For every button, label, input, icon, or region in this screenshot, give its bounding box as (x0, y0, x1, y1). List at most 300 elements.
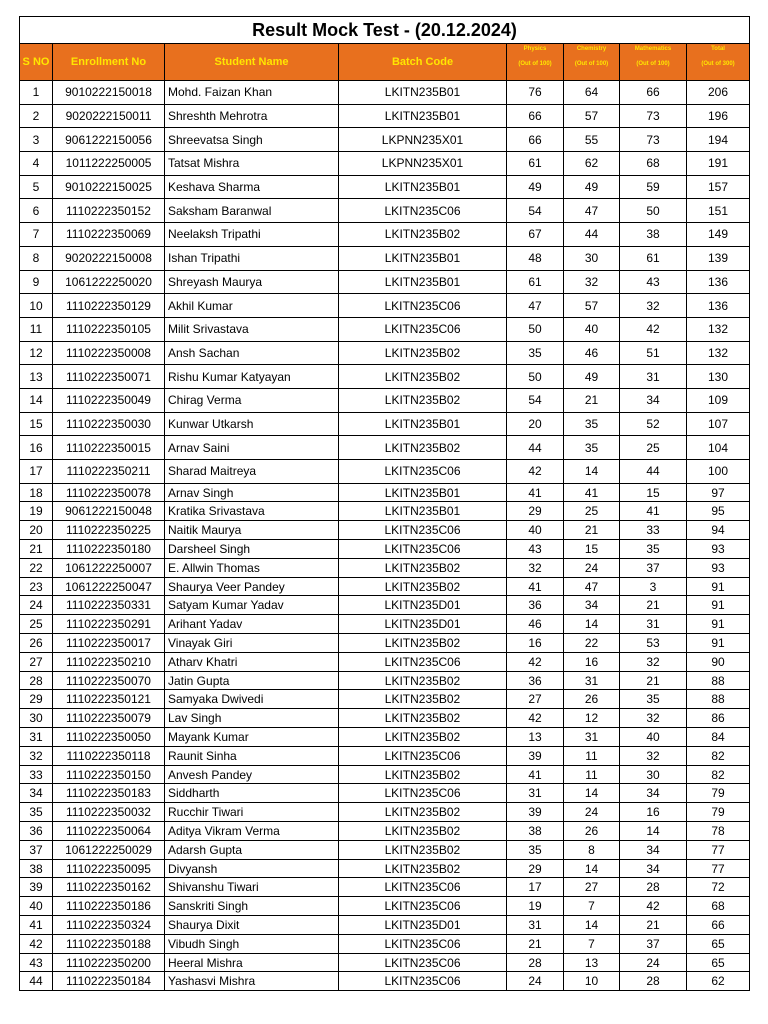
cell-chemistry: 49 (564, 365, 620, 389)
cell-total: 90 (687, 652, 750, 671)
cell-physics: 39 (507, 746, 564, 765)
cell-chemistry: 15 (564, 540, 620, 559)
table-row (20, 690, 750, 709)
cell-student-name: Saksham Baranwal (165, 199, 339, 223)
cell-physics: 21 (507, 934, 564, 953)
cell-sno: 5 (20, 175, 53, 199)
table-row (20, 521, 750, 540)
cell-mathematics: 50 (620, 199, 687, 223)
cell-physics: 48 (507, 246, 564, 270)
cell-sno: 19 (20, 502, 53, 521)
cell-sno: 4 (20, 152, 53, 176)
table-row (20, 577, 750, 596)
cell-chemistry: 8 (564, 840, 620, 859)
cell-student-name: Vinayak Giri (165, 634, 339, 653)
cell-total: 151 (687, 199, 750, 223)
cell-enrollment: 1110222350050 (53, 728, 165, 747)
cell-enrollment: 1110222350152 (53, 199, 165, 223)
cell-total: 94 (687, 521, 750, 540)
table-row (20, 502, 750, 521)
cell-physics: 13 (507, 728, 564, 747)
cell-sno: 39 (20, 878, 53, 897)
cell-enrollment: 1061222250020 (53, 270, 165, 294)
cell-total: 62 (687, 972, 750, 991)
cell-chemistry: 13 (564, 953, 620, 972)
cell-sno: 1 (20, 81, 53, 105)
cell-enrollment: 1061222250007 (53, 558, 165, 577)
cell-physics: 36 (507, 596, 564, 615)
cell-student-name: Ishan Tripathi (165, 246, 339, 270)
cell-sno: 34 (20, 784, 53, 803)
cell-physics: 19 (507, 897, 564, 916)
table-row (20, 784, 750, 803)
table-row (20, 916, 750, 935)
cell-sno: 32 (20, 746, 53, 765)
cell-batch-code: LKITN235D01 (339, 596, 507, 615)
cell-batch-code: LKITN235B02 (339, 859, 507, 878)
header-sno: S NO (20, 44, 53, 81)
cell-chemistry: 30 (564, 246, 620, 270)
cell-mathematics: 34 (620, 388, 687, 412)
cell-batch-code: LKITN235B02 (339, 765, 507, 784)
result-table (19, 16, 750, 991)
cell-mathematics: 31 (620, 615, 687, 634)
cell-sno: 35 (20, 803, 53, 822)
cell-mathematics: 37 (620, 558, 687, 577)
cell-enrollment: 1110222350069 (53, 223, 165, 247)
cell-total: 91 (687, 596, 750, 615)
cell-batch-code: LKITN235C06 (339, 953, 507, 972)
cell-sno: 42 (20, 934, 53, 953)
cell-chemistry: 25 (564, 502, 620, 521)
cell-chemistry: 47 (564, 199, 620, 223)
cell-student-name: Mohd. Faizan Khan (165, 81, 339, 105)
cell-sno: 22 (20, 558, 53, 577)
cell-chemistry: 40 (564, 317, 620, 341)
cell-enrollment: 1110222350324 (53, 916, 165, 935)
cell-total: 86 (687, 709, 750, 728)
cell-batch-code: LKITN235B02 (339, 803, 507, 822)
cell-total: 82 (687, 746, 750, 765)
cell-enrollment: 1110222350015 (53, 436, 165, 460)
cell-mathematics: 28 (620, 878, 687, 897)
table-row (20, 671, 750, 690)
cell-total: 100 (687, 460, 750, 484)
cell-chemistry: 14 (564, 460, 620, 484)
cell-enrollment: 9010222150018 (53, 81, 165, 105)
cell-sno: 25 (20, 615, 53, 634)
cell-student-name: Shaurya Dixit (165, 916, 339, 935)
cell-sno: 17 (20, 460, 53, 484)
cell-chemistry: 21 (564, 388, 620, 412)
cell-student-name: Heeral Mishra (165, 953, 339, 972)
table-row (20, 709, 750, 728)
cell-mathematics: 21 (620, 596, 687, 615)
table-row (20, 634, 750, 653)
cell-sno: 21 (20, 540, 53, 559)
cell-mathematics: 41 (620, 502, 687, 521)
cell-student-name: Arihant Yadav (165, 615, 339, 634)
header-physics (507, 44, 564, 81)
cell-batch-code: LKITN235C06 (339, 897, 507, 916)
cell-enrollment: 1110222350079 (53, 709, 165, 728)
cell-mathematics: 35 (620, 540, 687, 559)
table-row (20, 934, 750, 953)
cell-enrollment: 1110222350032 (53, 803, 165, 822)
cell-student-name: Kunwar Utkarsh (165, 412, 339, 436)
cell-sno: 3 (20, 128, 53, 152)
cell-batch-code: LKITN235B02 (339, 436, 507, 460)
cell-student-name: Jatin Gupta (165, 671, 339, 690)
cell-enrollment: 9020222150008 (53, 246, 165, 270)
cell-physics: 24 (507, 972, 564, 991)
cell-student-name: Ansh Sachan (165, 341, 339, 365)
cell-physics: 54 (507, 199, 564, 223)
cell-chemistry: 12 (564, 709, 620, 728)
cell-total: 77 (687, 859, 750, 878)
cell-total: 65 (687, 934, 750, 953)
cell-batch-code: LKITN235B01 (339, 246, 507, 270)
header-total-label: Total (711, 46, 725, 52)
header-mathematics-max: (Out of 100) (636, 61, 670, 67)
cell-enrollment: 1110222350162 (53, 878, 165, 897)
cell-physics: 49 (507, 175, 564, 199)
cell-chemistry: 14 (564, 859, 620, 878)
cell-chemistry: 32 (564, 270, 620, 294)
cell-chemistry: 22 (564, 634, 620, 653)
cell-batch-code: LKITN235B02 (339, 223, 507, 247)
cell-physics: 31 (507, 916, 564, 935)
header-student-name: Student Name (165, 44, 339, 81)
cell-total: 107 (687, 412, 750, 436)
table-row (20, 728, 750, 747)
cell-total: 132 (687, 341, 750, 365)
cell-batch-code: LKITN235B02 (339, 822, 507, 841)
cell-batch-code: LKITN235C06 (339, 784, 507, 803)
cell-chemistry: 26 (564, 822, 620, 841)
cell-batch-code: LKITN235B02 (339, 840, 507, 859)
cell-physics: 36 (507, 671, 564, 690)
table-row (20, 104, 750, 128)
cell-total: 104 (687, 436, 750, 460)
cell-sno: 26 (20, 634, 53, 653)
table-row (20, 822, 750, 841)
cell-sno: 15 (20, 412, 53, 436)
table-row (20, 175, 750, 199)
table-row (20, 540, 750, 559)
header-physics-label: Physics (523, 46, 547, 52)
cell-student-name: Neelaksh Tripathi (165, 223, 339, 247)
cell-batch-code: LKITN235C06 (339, 746, 507, 765)
cell-batch-code: LKITN235B01 (339, 175, 507, 199)
cell-total: 136 (687, 270, 750, 294)
cell-student-name: Sharad Maitreya (165, 460, 339, 484)
cell-batch-code: LKITN235B02 (339, 365, 507, 389)
cell-student-name: Naitik Maurya (165, 521, 339, 540)
table-body (20, 81, 750, 991)
cell-batch-code: LKITN235D01 (339, 615, 507, 634)
cell-enrollment: 1110222350188 (53, 934, 165, 953)
cell-chemistry: 62 (564, 152, 620, 176)
table-row (20, 246, 750, 270)
cell-enrollment: 1110222350008 (53, 341, 165, 365)
cell-chemistry: 31 (564, 671, 620, 690)
header-total (687, 44, 750, 81)
cell-chemistry: 24 (564, 803, 620, 822)
header-enrollment: Enrollment No (53, 44, 165, 81)
table-row (20, 972, 750, 991)
cell-enrollment: 1110222350105 (53, 317, 165, 341)
cell-student-name: Shreevatsa Singh (165, 128, 339, 152)
cell-total: 130 (687, 365, 750, 389)
cell-student-name: Shreyash Maurya (165, 270, 339, 294)
header-mathematics-label: Mathematics (634, 46, 672, 52)
cell-mathematics: 32 (620, 652, 687, 671)
cell-chemistry: 14 (564, 784, 620, 803)
cell-chemistry: 34 (564, 596, 620, 615)
table-row (20, 270, 750, 294)
cell-chemistry: 14 (564, 916, 620, 935)
cell-student-name: Tatsat Mishra (165, 152, 339, 176)
cell-chemistry: 55 (564, 128, 620, 152)
cell-student-name: Adarsh Gupta (165, 840, 339, 859)
cell-sno: 30 (20, 709, 53, 728)
cell-sno: 43 (20, 953, 53, 972)
cell-mathematics: 53 (620, 634, 687, 653)
cell-student-name: Mayank Kumar (165, 728, 339, 747)
cell-sno: 40 (20, 897, 53, 916)
cell-physics: 42 (507, 460, 564, 484)
cell-physics: 76 (507, 81, 564, 105)
table-row (20, 897, 750, 916)
cell-physics: 38 (507, 822, 564, 841)
cell-sno: 8 (20, 246, 53, 270)
header-total-max: (Out of 300) (701, 61, 735, 67)
cell-physics: 28 (507, 953, 564, 972)
cell-chemistry: 27 (564, 878, 620, 897)
cell-sno: 29 (20, 690, 53, 709)
cell-student-name: Akhil Kumar (165, 294, 339, 318)
cell-batch-code: LKITN235C06 (339, 460, 507, 484)
cell-total: 88 (687, 671, 750, 690)
header-row (20, 44, 750, 81)
cell-student-name: Divyansh (165, 859, 339, 878)
cell-mathematics: 32 (620, 294, 687, 318)
cell-batch-code: LKITN235B01 (339, 104, 507, 128)
cell-total: 136 (687, 294, 750, 318)
cell-mathematics: 42 (620, 897, 687, 916)
cell-total: 88 (687, 690, 750, 709)
table-row (20, 460, 750, 484)
cell-enrollment: 1110222350095 (53, 859, 165, 878)
cell-chemistry: 41 (564, 483, 620, 502)
cell-mathematics: 15 (620, 483, 687, 502)
cell-mathematics: 73 (620, 128, 687, 152)
cell-total: 79 (687, 803, 750, 822)
cell-batch-code: LKITN235B02 (339, 341, 507, 365)
cell-batch-code: LKITN235B02 (339, 728, 507, 747)
cell-chemistry: 31 (564, 728, 620, 747)
cell-mathematics: 32 (620, 746, 687, 765)
cell-enrollment: 1110222350331 (53, 596, 165, 615)
table-row (20, 388, 750, 412)
cell-chemistry: 57 (564, 294, 620, 318)
header-chemistry-label: Chemistry (576, 46, 607, 52)
cell-enrollment: 1110222350017 (53, 634, 165, 653)
cell-enrollment: 1110222350078 (53, 483, 165, 502)
cell-mathematics: 14 (620, 822, 687, 841)
cell-physics: 17 (507, 878, 564, 897)
cell-total: 97 (687, 483, 750, 502)
cell-enrollment: 1110222350030 (53, 412, 165, 436)
cell-total: 132 (687, 317, 750, 341)
cell-physics: 41 (507, 765, 564, 784)
cell-total: 72 (687, 878, 750, 897)
header-batch-code: Batch Code (339, 44, 507, 81)
cell-batch-code: LKITN235B01 (339, 81, 507, 105)
cell-chemistry: 7 (564, 897, 620, 916)
cell-chemistry: 21 (564, 521, 620, 540)
cell-student-name: E. Allwin Thomas (165, 558, 339, 577)
table-row (20, 652, 750, 671)
cell-batch-code: LKITN235B02 (339, 388, 507, 412)
cell-physics: 61 (507, 152, 564, 176)
table-row (20, 765, 750, 784)
cell-student-name: Yashasvi Mishra (165, 972, 339, 991)
cell-mathematics: 37 (620, 934, 687, 953)
cell-batch-code: LKITN235B02 (339, 558, 507, 577)
cell-physics: 66 (507, 128, 564, 152)
cell-total: 91 (687, 634, 750, 653)
cell-batch-code: LKITN235C06 (339, 972, 507, 991)
cell-student-name: Rishu Kumar Katyayan (165, 365, 339, 389)
cell-student-name: Siddharth (165, 784, 339, 803)
cell-chemistry: 44 (564, 223, 620, 247)
cell-student-name: Keshava Sharma (165, 175, 339, 199)
cell-mathematics: 59 (620, 175, 687, 199)
cell-physics: 46 (507, 615, 564, 634)
cell-batch-code: LKITN235B02 (339, 634, 507, 653)
cell-sno: 38 (20, 859, 53, 878)
cell-batch-code: LKITN235C06 (339, 199, 507, 223)
cell-enrollment: 1110222350183 (53, 784, 165, 803)
cell-enrollment: 1110222350184 (53, 972, 165, 991)
cell-batch-code: LKITN235B01 (339, 412, 507, 436)
cell-physics: 39 (507, 803, 564, 822)
cell-physics: 42 (507, 652, 564, 671)
cell-sno: 24 (20, 596, 53, 615)
cell-chemistry: 10 (564, 972, 620, 991)
cell-total: 93 (687, 540, 750, 559)
cell-mathematics: 24 (620, 953, 687, 972)
cell-student-name: Aditya Vikram Verma (165, 822, 339, 841)
cell-mathematics: 40 (620, 728, 687, 747)
cell-enrollment: 1110222350210 (53, 652, 165, 671)
cell-mathematics: 25 (620, 436, 687, 460)
table-row (20, 878, 750, 897)
cell-mathematics: 42 (620, 317, 687, 341)
cell-student-name: Milit Srivastava (165, 317, 339, 341)
cell-total: 109 (687, 388, 750, 412)
cell-batch-code: LKITN235C06 (339, 652, 507, 671)
cell-physics: 35 (507, 840, 564, 859)
cell-physics: 42 (507, 709, 564, 728)
cell-student-name: Shreshth Mehrotra (165, 104, 339, 128)
cell-total: 77 (687, 840, 750, 859)
cell-mathematics: 38 (620, 223, 687, 247)
cell-chemistry: 35 (564, 436, 620, 460)
cell-mathematics: 68 (620, 152, 687, 176)
cell-mathematics: 51 (620, 341, 687, 365)
cell-physics: 27 (507, 690, 564, 709)
cell-sno: 23 (20, 577, 53, 596)
cell-batch-code: LKPNN235X01 (339, 128, 507, 152)
cell-student-name: Sanskriti Singh (165, 897, 339, 916)
header-mathematics (620, 44, 687, 81)
cell-total: 91 (687, 577, 750, 596)
cell-mathematics: 28 (620, 972, 687, 991)
cell-total: 157 (687, 175, 750, 199)
cell-student-name: Arnav Saini (165, 436, 339, 460)
cell-student-name: Arnav Singh (165, 483, 339, 502)
cell-mathematics: 31 (620, 365, 687, 389)
cell-enrollment: 1011222250005 (53, 152, 165, 176)
table-row (20, 199, 750, 223)
cell-enrollment: 1061222250029 (53, 840, 165, 859)
cell-total: 191 (687, 152, 750, 176)
table-row (20, 81, 750, 105)
cell-physics: 43 (507, 540, 564, 559)
cell-physics: 50 (507, 365, 564, 389)
cell-batch-code: LKITN235C06 (339, 317, 507, 341)
cell-sno: 41 (20, 916, 53, 935)
cell-enrollment: 1110222350129 (53, 294, 165, 318)
cell-batch-code: LKITN235B02 (339, 709, 507, 728)
cell-total: 68 (687, 897, 750, 916)
cell-enrollment: 1110222350121 (53, 690, 165, 709)
cell-chemistry: 11 (564, 746, 620, 765)
cell-student-name: Samyaka Dwivedi (165, 690, 339, 709)
cell-physics: 29 (507, 859, 564, 878)
table-row (20, 483, 750, 502)
cell-physics: 40 (507, 521, 564, 540)
cell-sno: 20 (20, 521, 53, 540)
cell-mathematics: 30 (620, 765, 687, 784)
cell-mathematics: 34 (620, 859, 687, 878)
table-row (20, 341, 750, 365)
sheet-title: Result Mock Test - (20.12.2024) (20, 17, 750, 44)
cell-sno: 9 (20, 270, 53, 294)
cell-total: 66 (687, 916, 750, 935)
cell-mathematics: 35 (620, 690, 687, 709)
cell-batch-code: LKITN235B01 (339, 270, 507, 294)
cell-total: 65 (687, 953, 750, 972)
cell-sno: 36 (20, 822, 53, 841)
table-row (20, 152, 750, 176)
table-row (20, 436, 750, 460)
cell-physics: 35 (507, 341, 564, 365)
cell-physics: 32 (507, 558, 564, 577)
cell-mathematics: 61 (620, 246, 687, 270)
cell-total: 139 (687, 246, 750, 270)
table-row (20, 558, 750, 577)
cell-enrollment: 1110222350225 (53, 521, 165, 540)
table-row (20, 412, 750, 436)
cell-total: 78 (687, 822, 750, 841)
cell-sno: 7 (20, 223, 53, 247)
table-row (20, 803, 750, 822)
cell-student-name: Kratika Srivastava (165, 502, 339, 521)
